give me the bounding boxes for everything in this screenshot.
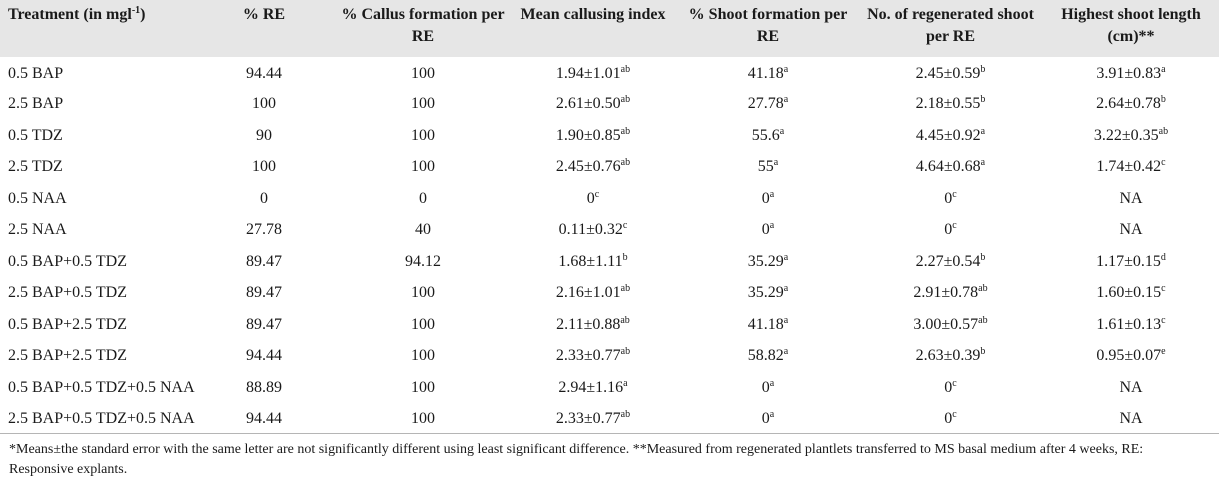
value-cell	[858, 341, 1043, 373]
significance-letter: d	[1160, 251, 1166, 263]
column-header-shoot-formation	[678, 0, 858, 57]
value-cell	[678, 89, 858, 121]
significance-letter: a	[783, 64, 789, 76]
treatment-cell	[0, 183, 190, 215]
significance-letter: ab	[620, 314, 630, 326]
value-cell	[338, 278, 508, 310]
treatment-cell	[0, 89, 190, 121]
value-cell	[190, 183, 338, 215]
value-cell	[858, 404, 1043, 436]
cell-value: 2.5 BAP+2.5 TDZ	[8, 347, 127, 365]
treatment-cell	[0, 57, 190, 89]
cell-value: 100	[252, 158, 276, 176]
table-body	[0, 57, 1219, 435]
cell-value: 3.22±0.35	[1093, 126, 1159, 144]
value-cell	[190, 120, 338, 152]
value-cell	[1043, 309, 1219, 341]
value-cell	[190, 372, 338, 404]
significance-letter: b	[980, 94, 986, 106]
value-cell	[1043, 278, 1219, 310]
value-cell	[190, 278, 338, 310]
cell-value: 2.16±1.01	[555, 284, 621, 302]
cell-value: 100	[252, 95, 276, 113]
value-cell	[858, 246, 1043, 278]
cell-value: 100	[411, 126, 435, 144]
value-cell	[338, 120, 508, 152]
significance-letter: b	[1160, 94, 1166, 106]
table-row	[0, 278, 1219, 310]
significance-letter: ab	[620, 346, 631, 358]
value-cell	[508, 89, 678, 121]
cell-value: NA	[1119, 221, 1143, 239]
cell-value: 89.47	[246, 252, 282, 270]
significance-letter: a	[623, 377, 628, 389]
value-cell	[678, 152, 858, 184]
cell-value: 4.45±0.92	[915, 126, 981, 144]
cell-value: 0.11±0.32	[558, 221, 623, 239]
cell-value: 0	[944, 410, 953, 428]
significance-letter: ab	[1158, 125, 1169, 137]
cell-value: 0.5 BAP+2.5 TDZ	[8, 315, 127, 333]
cell-value: 58.82	[747, 347, 784, 365]
cell-value: 0	[944, 221, 953, 239]
cell-value: 2.45±0.59	[915, 65, 981, 83]
header-row	[0, 0, 1219, 57]
cell-value: 0.5 NAA	[8, 189, 67, 207]
value-cell	[338, 57, 508, 89]
cell-value: NA	[1119, 378, 1143, 396]
cell-value: 1.68±1.11	[558, 252, 623, 270]
significance-letter: ab	[978, 283, 988, 295]
table-row	[0, 341, 1219, 373]
treatment-cell	[0, 309, 190, 341]
cell-value: NA	[1119, 189, 1143, 207]
cell-value: 2.61±0.50	[555, 95, 621, 113]
cell-value: 35.29	[747, 252, 784, 270]
cell-value: 0.5 TDZ	[8, 126, 63, 144]
significance-letter: ab	[620, 64, 631, 76]
significance-letter: c	[952, 188, 957, 200]
cell-value: 0	[260, 189, 268, 207]
value-cell	[858, 120, 1043, 152]
significance-letter: a	[980, 125, 986, 137]
cell-value: 100	[411, 410, 435, 428]
significance-letter: b	[980, 346, 986, 358]
cell-value: 2.33±0.77	[555, 410, 621, 428]
value-cell	[508, 246, 678, 278]
cell-value: 2.33±0.77	[555, 347, 621, 365]
value-cell	[508, 57, 678, 89]
treatment-cell	[0, 120, 190, 152]
value-cell	[678, 246, 858, 278]
cell-value: 2.94±1.16	[558, 378, 624, 396]
value-cell	[1043, 246, 1219, 278]
value-cell	[190, 404, 338, 436]
cell-value: 3.00±0.57	[913, 315, 979, 333]
cell-value: 1.74±0.42	[1096, 158, 1162, 176]
cell-value: 1.17±0.15	[1096, 252, 1161, 270]
cell-value: 0	[944, 189, 953, 207]
value-cell	[338, 246, 508, 278]
cell-value: 0	[761, 189, 770, 207]
cell-value: 89.47	[246, 315, 282, 333]
cell-value: 94.44	[246, 347, 282, 365]
value-cell	[508, 372, 678, 404]
value-cell	[338, 152, 508, 184]
significance-letter: a	[779, 125, 785, 137]
cell-value: 40	[415, 221, 431, 239]
cell-value: 2.5 NAA	[8, 221, 67, 239]
significance-letter: ab	[620, 409, 631, 421]
value-cell	[1043, 57, 1219, 89]
value-cell	[190, 89, 338, 121]
table-row	[0, 152, 1219, 184]
significance-letter: b	[980, 251, 986, 263]
cell-value: 1.90±0.85	[555, 126, 621, 144]
value-cell	[508, 183, 678, 215]
cell-value: 0	[761, 410, 770, 428]
cell-value: 1.60±0.15	[1096, 284, 1162, 302]
significance-letter: e	[1161, 346, 1166, 358]
cell-value: 41.18	[747, 315, 784, 333]
significance-letter: a	[783, 346, 789, 358]
significance-letter: c	[1161, 314, 1166, 326]
treatment-cell	[0, 278, 190, 310]
cell-value: 94.44	[246, 410, 282, 428]
column-header-text: No. of regenerated shoot per RE	[867, 6, 1034, 45]
value-cell	[678, 309, 858, 341]
treatment-cell	[0, 215, 190, 247]
significance-letter: a	[769, 409, 775, 421]
significance-letter: a	[783, 283, 789, 295]
column-header-text: Mean callusing index	[520, 6, 666, 23]
table-row	[0, 246, 1219, 278]
value-cell	[858, 215, 1043, 247]
table-row	[0, 404, 1219, 436]
cell-value: 1.61±0.13	[1096, 315, 1162, 333]
column-header-re-percent	[190, 0, 338, 57]
cell-value: 2.64±0.78	[1096, 95, 1161, 113]
cell-value: 3.91±0.83	[1096, 65, 1162, 83]
cell-value: 0.5 BAP	[8, 65, 64, 83]
significance-letter: c	[952, 377, 957, 389]
value-cell	[1043, 89, 1219, 121]
table-row	[0, 372, 1219, 404]
table-row	[0, 215, 1219, 247]
value-cell	[1043, 120, 1219, 152]
cell-value: 27.78	[246, 221, 282, 239]
cell-value: 0	[586, 189, 595, 207]
significance-letter: a	[1161, 64, 1166, 76]
value-cell	[858, 183, 1043, 215]
treatment-cell	[0, 152, 190, 184]
value-cell	[678, 183, 858, 215]
value-cell	[678, 57, 858, 89]
cell-value: 2.27±0.54	[915, 252, 981, 270]
cell-value: 2.91±0.78	[913, 284, 979, 302]
column-header-mean-callusing-index	[508, 0, 678, 57]
cell-value: 2.45±0.76	[555, 158, 621, 176]
column-header-highest-shoot-length	[1043, 0, 1219, 57]
table-row	[0, 57, 1219, 89]
cell-value: 100	[411, 284, 435, 302]
table-row	[0, 89, 1219, 121]
cell-value: 35.29	[747, 284, 784, 302]
table-footnote: *Means±the standard error with the same letter are not significantly different using least significant difference. **Measured from regenerated plantlets transferred to MS basal medium after 4 weeks, RE: Responsive explants.	[0, 433, 1219, 478]
column-header-text: % Shoot formation per RE	[688, 6, 848, 45]
significance-letter: a	[773, 157, 779, 169]
value-cell	[1043, 372, 1219, 404]
cell-value: 2.5 BAP+0.5 TDZ+0.5 NAA	[8, 410, 195, 428]
column-header-callus-formation	[338, 0, 508, 57]
significance-letter: a	[769, 220, 775, 232]
significance-letter: ab	[620, 125, 631, 137]
unit-exponent: -1	[131, 5, 141, 16]
cell-value: 0	[944, 378, 953, 396]
value-cell	[1043, 215, 1219, 247]
cell-value: 88.89	[246, 378, 282, 396]
value-cell	[858, 152, 1043, 184]
significance-letter: ab	[620, 283, 631, 295]
column-header-text: Treatment (in mgl	[8, 6, 132, 23]
column-header-suffix: )	[140, 6, 146, 23]
cell-value: 94.44	[246, 65, 282, 83]
value-cell	[678, 120, 858, 152]
value-cell	[190, 152, 338, 184]
value-cell	[858, 309, 1043, 341]
cell-value: 2.5 BAP	[8, 95, 64, 113]
value-cell	[508, 152, 678, 184]
cell-value: 0	[419, 189, 427, 207]
cell-value: 2.18±0.55	[915, 95, 981, 113]
value-cell	[1043, 404, 1219, 436]
cell-value: 100	[411, 95, 435, 113]
value-cell	[338, 183, 508, 215]
significance-letter: c	[1161, 157, 1166, 169]
value-cell	[338, 341, 508, 373]
value-cell	[508, 309, 678, 341]
value-cell	[338, 404, 508, 436]
value-cell	[858, 57, 1043, 89]
value-cell	[190, 309, 338, 341]
value-cell	[190, 57, 338, 89]
value-cell	[678, 215, 858, 247]
significance-letter: c	[952, 220, 957, 232]
value-cell	[338, 309, 508, 341]
cell-value: 0.5 BAP+0.5 TDZ	[8, 252, 127, 270]
value-cell	[678, 278, 858, 310]
significance-letter: c	[952, 409, 957, 421]
value-cell	[858, 372, 1043, 404]
table-header	[0, 0, 1219, 57]
significance-letter: a	[769, 188, 775, 200]
cell-value: 41.18	[747, 65, 784, 83]
cell-value: 55.6	[751, 126, 780, 144]
cell-value: 0	[761, 221, 770, 239]
value-cell	[190, 215, 338, 247]
cell-value: 2.11±0.88	[556, 315, 621, 333]
significance-letter: b	[622, 251, 628, 263]
value-cell	[508, 341, 678, 373]
cell-value: NA	[1119, 410, 1143, 428]
table-row	[0, 183, 1219, 215]
significance-letter: c	[1161, 283, 1166, 295]
column-header-text: % RE	[242, 6, 286, 23]
value-cell	[678, 404, 858, 436]
cell-value: 100	[411, 158, 435, 176]
significance-letter: ab	[978, 314, 988, 326]
treatment-cell	[0, 341, 190, 373]
cell-value: 100	[411, 378, 435, 396]
cell-value: 94.12	[405, 252, 441, 270]
significance-letter: a	[769, 377, 775, 389]
value-cell	[1043, 183, 1219, 215]
value-cell	[338, 215, 508, 247]
table-row	[0, 120, 1219, 152]
significance-letter: b	[980, 64, 986, 76]
value-cell	[338, 89, 508, 121]
treatment-cell	[0, 246, 190, 278]
column-header-text: % Callus formation per RE	[341, 6, 505, 45]
table-row	[0, 309, 1219, 341]
cell-value: 55	[757, 158, 774, 176]
cell-value: 90	[256, 126, 272, 144]
cell-value: 0.5 BAP+0.5 TDZ+0.5 NAA	[8, 378, 195, 396]
cell-value: 0.95±0.07	[1096, 347, 1162, 365]
value-cell	[190, 341, 338, 373]
significance-letter: a	[783, 251, 789, 263]
cell-value: 2.5 TDZ	[8, 158, 63, 176]
value-cell	[338, 372, 508, 404]
value-cell	[858, 278, 1043, 310]
cell-value: 89.47	[246, 284, 282, 302]
value-cell	[508, 278, 678, 310]
significance-letter: c	[622, 220, 628, 232]
value-cell	[508, 215, 678, 247]
value-cell	[1043, 152, 1219, 184]
cell-value: 0	[761, 378, 770, 396]
treatment-cell	[0, 372, 195, 404]
significance-letter: ab	[620, 94, 631, 106]
value-cell	[508, 120, 678, 152]
value-cell	[190, 246, 338, 278]
significance-letter: ab	[620, 157, 631, 169]
treatment-cell	[0, 404, 195, 436]
column-header-treatment	[0, 0, 190, 57]
cell-value: 4.64±0.68	[915, 158, 981, 176]
cell-value: 100	[411, 65, 435, 83]
value-cell	[678, 372, 858, 404]
cell-value: 2.5 BAP+0.5 TDZ	[8, 284, 127, 302]
significance-letter: a	[783, 94, 789, 106]
value-cell	[1043, 341, 1219, 373]
value-cell	[508, 404, 678, 436]
significance-letter: c	[594, 188, 600, 200]
significance-letter: a	[783, 314, 789, 326]
cell-value: 100	[411, 315, 435, 333]
cell-value: 100	[411, 347, 435, 365]
column-header-regenerated-shoot	[858, 0, 1043, 57]
cell-value: 27.78	[747, 95, 784, 113]
significance-letter: a	[980, 157, 986, 169]
value-cell	[858, 89, 1043, 121]
column-header-text: Highest shoot length (cm)**	[1061, 6, 1201, 45]
value-cell	[678, 341, 858, 373]
cell-value: 2.63±0.39	[915, 347, 981, 365]
cell-value: 1.94±1.01	[555, 65, 621, 83]
